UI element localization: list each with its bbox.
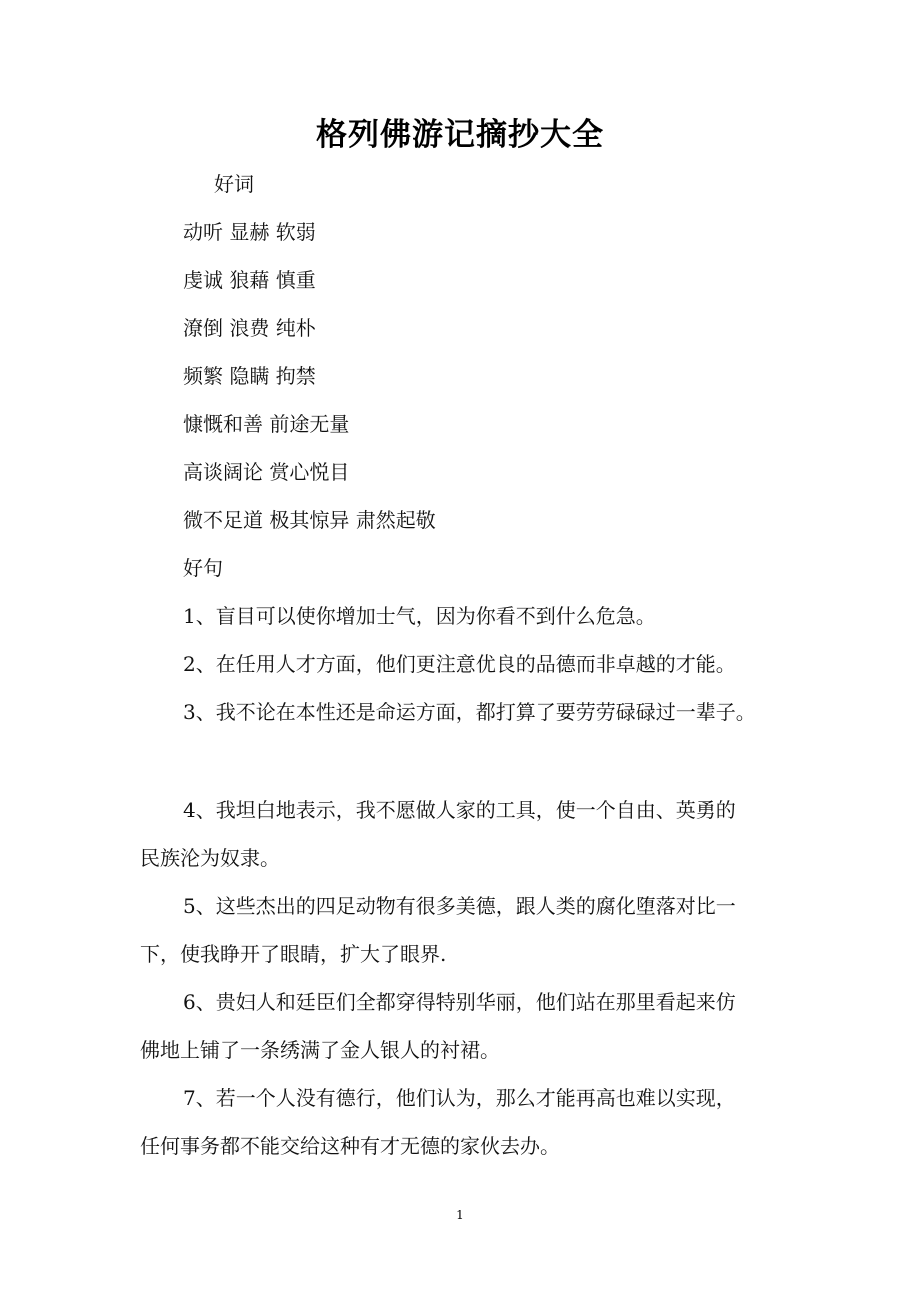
page-number: 1: [456, 1208, 464, 1222]
good-words-heading: 好词: [214, 172, 254, 196]
sentence-line: 6、贵妇人和廷臣们全都穿得特别华丽，他们站在那里看起来仿: [183, 990, 736, 1014]
good-words-row: 慷慨和善 前途无量: [183, 412, 350, 436]
good-sentences-heading: 好句: [183, 556, 223, 580]
good-words-row: 频繁 隐瞒 拘禁: [183, 364, 316, 388]
sentence-continuation: 佛地上铺了一条绣满了金人银人的衬裙。: [140, 1038, 500, 1062]
sentence-continuation: 民族沦为奴隶。: [140, 846, 280, 870]
sentence-line: 4、我坦白地表示，我不愿做人家的工具，使一个自由、英勇的: [183, 798, 736, 822]
sentence-continuation: 任何事务都不能交给这种有才无德的家伙去办。: [140, 1134, 560, 1158]
sentence-line: 1、盲目可以使你增加士气，因为你看不到什么危急。: [183, 604, 656, 628]
good-words-row: 高谈阔论 赏心悦目: [183, 460, 350, 484]
good-words-row: 微不足道 极其惊异 肃然起敬: [183, 508, 436, 532]
sentence-line: 5、这些杰出的四足动物有很多美德，跟人类的腐化堕落对比一: [183, 894, 736, 918]
sentence-line: 3、我不论在本性还是命运方面，都打算了要劳劳碌碌过一辈子。: [183, 700, 756, 724]
good-words-row: 潦倒 浪费 纯朴: [183, 316, 316, 340]
sentence-line: 7、若一个人没有德行，他们认为，那么才能再高也难以实现，: [183, 1086, 736, 1110]
good-words-row: 动听 显赫 软弱: [183, 220, 316, 244]
sentence-line: 2、在任用人才方面，他们更注意优良的品德而非卓越的才能。: [183, 652, 736, 676]
good-words-row: 虔诚 狼藉 慎重: [183, 268, 316, 292]
document-title: 格列佛游记摘抄大全: [316, 117, 604, 153]
sentence-continuation: 下，使我睁开了眼睛，扩大了眼界.: [140, 942, 447, 966]
